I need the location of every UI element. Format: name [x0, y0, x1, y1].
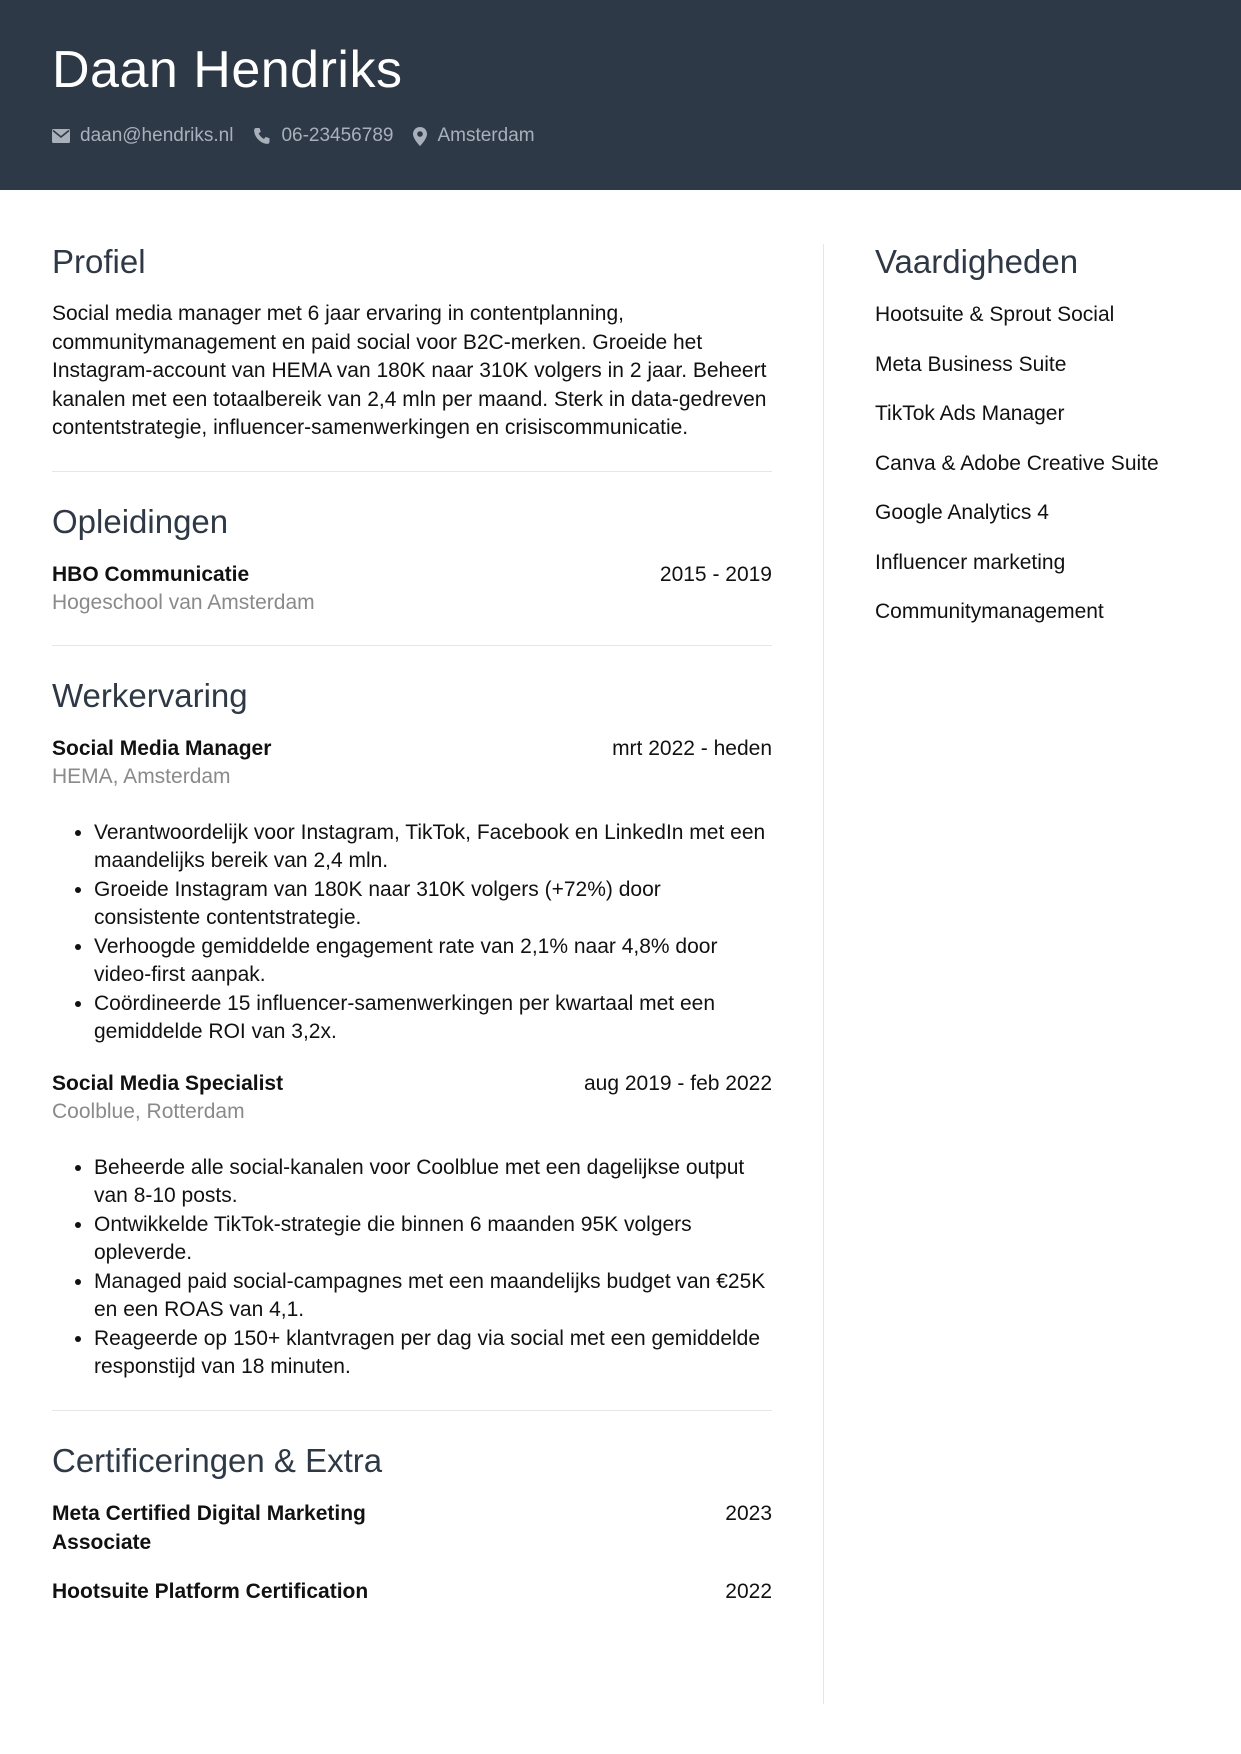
job-company: HEMA, Amsterdam [52, 764, 231, 788]
certification-name: Meta Certified Digital Marketing Associate [52, 1501, 366, 1554]
phone-text: 06-23456789 [281, 125, 394, 146]
skills-list [875, 300, 1215, 626]
profile-text: Social media manager met 6 jaar ervaring in contentplanning, communitymanagement en paid social voor B2C-merken. Groeide het Instagram-account van HEMA van 180K naar 310K volgers in 2 jaar. Beheert kanalen met een totaalbereik van 2,4 mln per maand. Sterk in data-gedreven contentstrategie, influencer-samenwerkingen en crisiscommunicatie. [52, 302, 767, 439]
skills-title: Vaardigheden [875, 243, 1079, 280]
job-bullet: • Beheerde alle social-kanalen voor Coolblue met een dagelijkse output van 8-10 posts. [94, 1154, 772, 1211]
job-role: Social Media Manager [52, 736, 272, 760]
job-bullet: • Ontwikkelde TikTok-strategie die binnen 6 maanden 95K volgers opleverde. [94, 1211, 772, 1268]
column-divider [823, 244, 824, 1704]
skill-item: Google Analytics 4 [875, 501, 1049, 524]
certification-name: Hootsuite Platform Certification [52, 1579, 369, 1603]
job-entry [52, 734, 772, 1047]
contact-email[interactable] [52, 125, 233, 147]
email-text: daan@hendriks.nl [80, 125, 234, 146]
job-company: Coolblue, Rotterdam [52, 1099, 245, 1123]
job-role: Social Media Specialist [52, 1071, 284, 1095]
skill-item: Hootsuite & Sprout Social [875, 303, 1115, 326]
education-section [52, 500, 772, 646]
education-dates: 2015 - 2019 [659, 562, 772, 586]
skill-item: TikTok Ads Manager [875, 402, 1065, 425]
education-school: Hogeschool van Amsterdam [52, 590, 315, 614]
job-entry [52, 1069, 772, 1382]
job-bullet: • Verhoogde gemiddelde engagement rate van 2,1% naar 4,8% door video-first aanpak. [94, 933, 772, 990]
profile-section [52, 240, 772, 472]
job-bullet: • Groeide Instagram van 180K naar 310K volgers (+72%) door consistente contentstrategie. [94, 876, 772, 933]
map-pin-icon [413, 127, 427, 146]
skill-item: Communitymanagement [875, 600, 1104, 623]
envelope-icon [52, 129, 70, 143]
main-column [52, 240, 772, 1682]
job-bullet: • Reageerde op 150+ klantvragen per dag via social met een gemiddelde responstijd van 18 minuten. [94, 1325, 772, 1382]
job-bullet: • Verantwoordelijk voor Instagram, TikTok, Facebook en LinkedIn met een maandelijks bereik van 2,4 mln. [94, 819, 772, 876]
job-bullets [52, 1154, 772, 1382]
experience-title: Werkervaring [52, 676, 248, 714]
education-degree: HBO Communicatie [52, 562, 250, 586]
header [0, 0, 1241, 190]
job-bullet: • Coördineerde 15 influencer-samenwerkingen per kwartaal met een gemiddelde ROI van 3,2x. [94, 990, 772, 1047]
education-entry [52, 560, 772, 617]
certification-entry [52, 1499, 772, 1557]
education-title: Opleidingen [52, 502, 229, 540]
skill-item: Canva & Adobe Creative Suite [875, 451, 1159, 475]
contact-bar [52, 122, 555, 150]
sidebar [875, 240, 1215, 647]
candidate-name: Daan Hendriks [52, 41, 403, 99]
skill-item: Meta Business Suite [875, 352, 1067, 376]
contact-phone[interactable] [253, 125, 393, 147]
certifications-title: Certificeringen & Extra [52, 1441, 383, 1479]
certification-year: 2023 [725, 1501, 772, 1525]
profile-title: Profiel [52, 243, 146, 280]
job-bullet: • Managed paid social-campagnes met een maandelijks budget van €25K en een ROAS van 4,1. [94, 1268, 772, 1325]
contact-location [413, 125, 534, 147]
job-dates: mrt 2022 - heden [612, 736, 772, 760]
skill-item: Influencer marketing [875, 550, 1066, 574]
certifications-section [52, 1439, 772, 1654]
experience-section [52, 674, 772, 1411]
phone-icon [253, 127, 271, 145]
certification-year: 2022 [725, 1579, 772, 1603]
location-text: Amsterdam [437, 125, 535, 146]
job-dates: aug 2019 - feb 2022 [584, 1071, 772, 1095]
certification-entry [52, 1577, 772, 1606]
job-bullets [52, 819, 772, 1047]
